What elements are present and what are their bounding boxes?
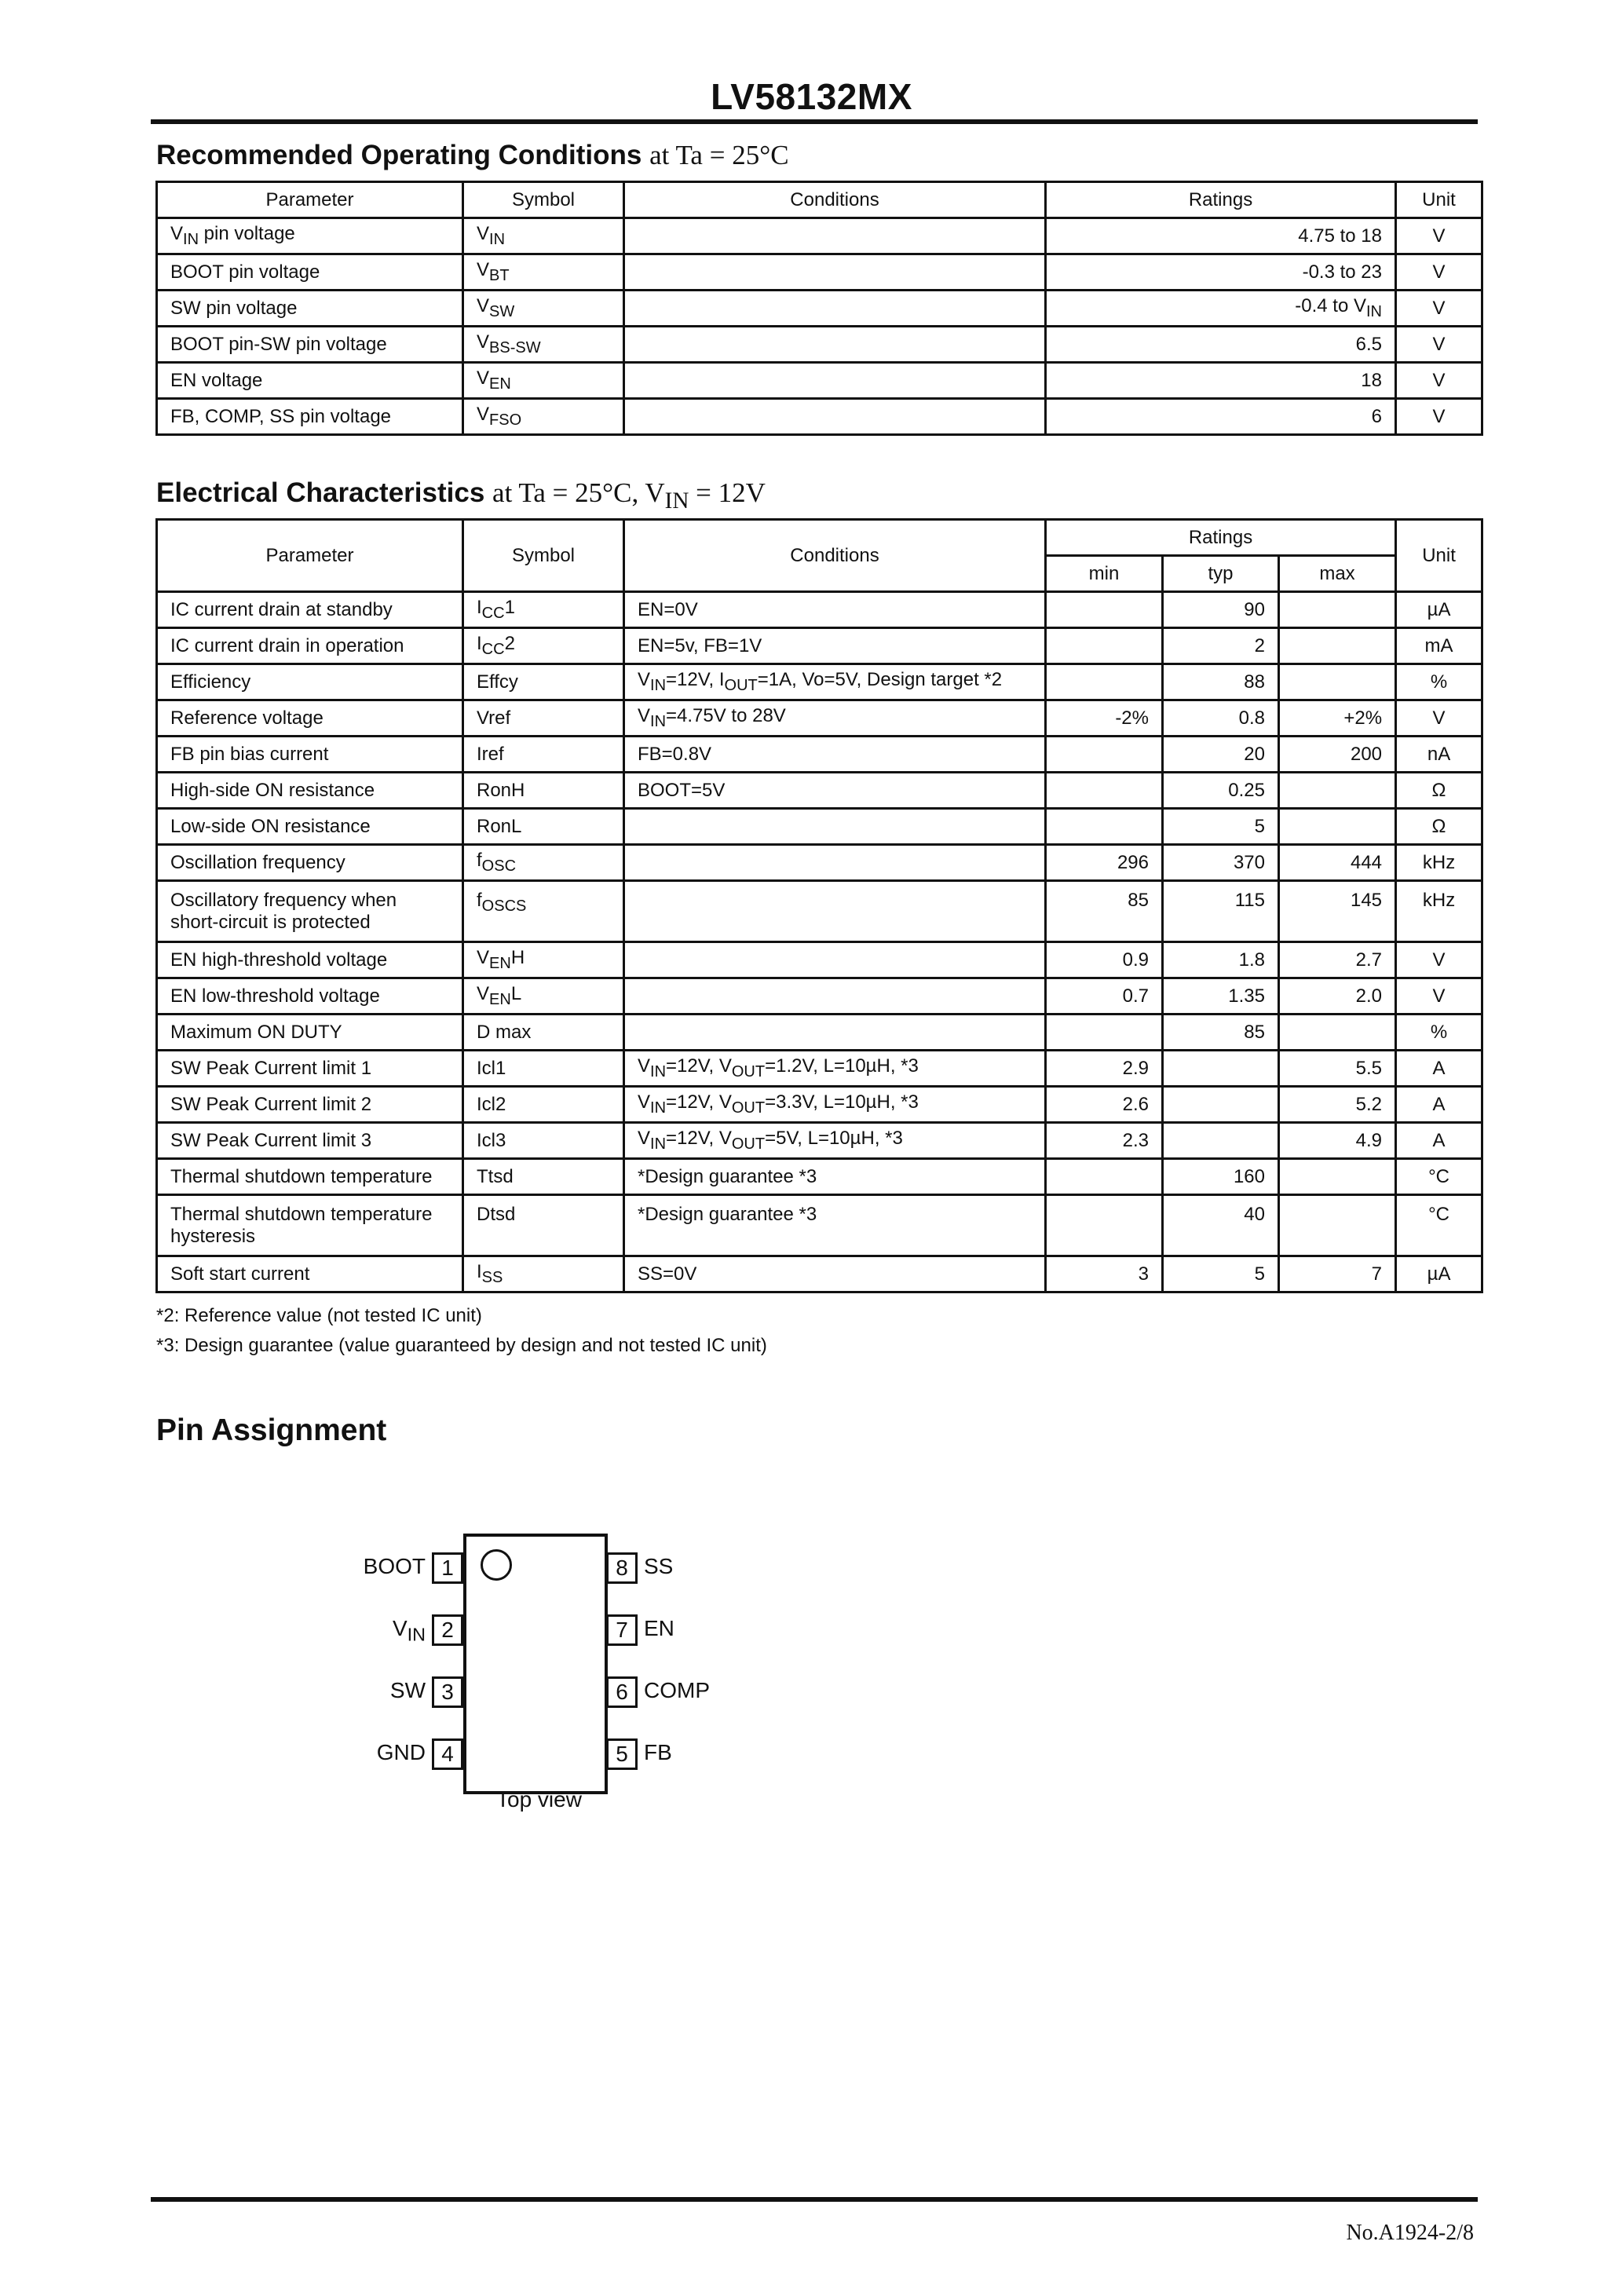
elec-char-condition: at Ta = 25°C, $V_{IN} = 12V$ xyxy=(492,477,766,514)
cell-parameter: SW Peak Current limit 1 xyxy=(157,1051,463,1087)
cell-min xyxy=(1046,737,1163,773)
cell-symbol: $f_{OSCS}$ xyxy=(463,881,624,942)
footnote-2: *2: Reference value (not tested IC unit) xyxy=(156,1305,482,1326)
cell-min xyxy=(1046,592,1163,628)
cell-parameter: IC current drain at standby xyxy=(157,592,463,628)
cell-min: 3 xyxy=(1046,1256,1163,1292)
cell-unit: V xyxy=(1396,399,1482,435)
cell-max xyxy=(1279,1159,1396,1195)
pin-name-8: SS xyxy=(644,1554,674,1578)
elec-char-heading xyxy=(156,477,766,514)
pin-number-8: 8 xyxy=(606,1552,638,1584)
cell-typ: 85 xyxy=(1163,1015,1279,1051)
cell-conditions: SS=0V xyxy=(624,1256,1046,1292)
cell-max: 5.5 xyxy=(1279,1051,1396,1087)
cell-conditions xyxy=(624,978,1046,1015)
cell-max: +2% xyxy=(1279,700,1396,737)
cell-typ: 5 xyxy=(1163,1256,1279,1292)
cell-ratings: -0.3 to 23 xyxy=(1046,254,1396,291)
cell-conditions xyxy=(624,845,1046,881)
cell-symbol: Vref xyxy=(463,700,624,737)
cell-parameter: $V_{IN}$ pin voltage xyxy=(157,218,463,254)
col-header-ratings: Ratings xyxy=(1046,182,1396,218)
cell-parameter: SW pin voltage xyxy=(157,291,463,327)
cell-parameter: EN low-threshold voltage xyxy=(157,978,463,1015)
col-header-unit: Unit xyxy=(1396,182,1482,218)
cell-symbol: Effcy xyxy=(463,664,624,700)
cell-conditions xyxy=(624,218,1046,254)
cell-min xyxy=(1046,1195,1163,1256)
col-header-symbol: Symbol xyxy=(463,520,624,592)
cell-min xyxy=(1046,1015,1163,1051)
table-row xyxy=(157,1015,1482,1051)
cell-min xyxy=(1046,809,1163,845)
pin1-marker xyxy=(481,1549,512,1581)
table-row xyxy=(157,592,1482,628)
rec-operating-heading xyxy=(156,140,789,171)
pin-number-2: 2 xyxy=(432,1614,463,1646)
table-row xyxy=(157,737,1482,773)
elec-char-title: Electrical Characteristics xyxy=(156,477,485,508)
table-row xyxy=(157,1195,1482,1256)
cell-min xyxy=(1046,628,1163,664)
pin-number-1: 1 xyxy=(432,1552,463,1584)
table-row xyxy=(157,978,1482,1015)
cell-conditions: *Design guarantee *3 xyxy=(624,1159,1046,1195)
table-row xyxy=(157,327,1482,363)
cell-parameter: Thermal shutdown temperature xyxy=(157,1159,463,1195)
cell-min xyxy=(1046,773,1163,809)
pin-name-2: $V_{IN}$ xyxy=(392,1616,426,1645)
rec-operating-title: Recommended Operating Conditions xyxy=(156,140,642,170)
cell-max xyxy=(1279,664,1396,700)
cell-parameter: BOOT pin-SW pin voltage xyxy=(157,327,463,363)
cell-unit: °C xyxy=(1396,1195,1482,1256)
cell-unit: µA xyxy=(1396,1256,1482,1292)
cell-symbol: $V_{EN}H$ xyxy=(463,942,624,978)
table-row xyxy=(157,628,1482,664)
cell-unit: mA xyxy=(1396,628,1482,664)
col-header-unit: Unit xyxy=(1396,520,1482,592)
cell-parameter: Maximum ON DUTY xyxy=(157,1015,463,1051)
cell-typ: 1.8 xyxy=(1163,942,1279,978)
table-row xyxy=(157,291,1482,327)
header-rule xyxy=(151,119,1478,124)
cell-conditions: $V_{IN}=4.75V$ to 28V xyxy=(624,700,1046,737)
cell-symbol: $V_{SW}$ xyxy=(463,291,624,327)
cell-unit: µA xyxy=(1396,592,1482,628)
footnote-3: *3: Design guarantee (value guaranteed by design and not tested IC unit) xyxy=(156,1335,767,1356)
cell-typ: 0.25 xyxy=(1163,773,1279,809)
cell-ratings: 6.5 xyxy=(1046,327,1396,363)
table-row xyxy=(157,1123,1482,1159)
cell-conditions xyxy=(624,399,1046,435)
cell-parameter: EN voltage xyxy=(157,363,463,399)
cell-typ: 370 xyxy=(1163,845,1279,881)
cell-max xyxy=(1279,809,1396,845)
cell-symbol: $V_{BS-SW}$ xyxy=(463,327,624,363)
rec-operating-table xyxy=(155,181,1483,436)
cell-conditions xyxy=(624,809,1046,845)
cell-max xyxy=(1279,628,1396,664)
cell-conditions xyxy=(624,942,1046,978)
cell-ratings: 4.75 to 18 xyxy=(1046,218,1396,254)
cell-max: 4.9 xyxy=(1279,1123,1396,1159)
cell-symbol: D max xyxy=(463,1015,624,1051)
cell-min: 296 xyxy=(1046,845,1163,881)
cell-parameter: FB pin bias current xyxy=(157,737,463,773)
cell-unit: V xyxy=(1396,942,1482,978)
cell-max: 2.7 xyxy=(1279,942,1396,978)
table-row xyxy=(157,773,1482,809)
table-row xyxy=(157,399,1482,435)
table-row xyxy=(157,881,1482,942)
col-header-ratings: Ratings xyxy=(1046,520,1396,556)
cell-max xyxy=(1279,1015,1396,1051)
cell-parameter: FB, COMP, SS pin voltage xyxy=(157,399,463,435)
cell-typ: 20 xyxy=(1163,737,1279,773)
cell-max: 5.2 xyxy=(1279,1087,1396,1123)
cell-unit: Ω xyxy=(1396,809,1482,845)
table-row xyxy=(157,363,1482,399)
cell-parameter: Soft start current xyxy=(157,1256,463,1292)
cell-conditions: EN=5v, FB=1V xyxy=(624,628,1046,664)
footer-rule xyxy=(151,2197,1478,2202)
cell-parameter: Reference voltage xyxy=(157,700,463,737)
table-row xyxy=(157,700,1482,737)
cell-parameter: Oscillation frequency xyxy=(157,845,463,881)
table-row xyxy=(157,218,1482,254)
cell-max: 200 xyxy=(1279,737,1396,773)
col-header-parameter: Parameter xyxy=(157,182,463,218)
cell-symbol: RonH xyxy=(463,773,624,809)
cell-symbol: RonL xyxy=(463,809,624,845)
cell-conditions: $V_{IN}=12V$, $V_{OUT}=5V$, L=10µH, *3 xyxy=(624,1123,1046,1159)
cell-ratings: -0.4 to $V_{IN}$ xyxy=(1046,291,1396,327)
cell-typ xyxy=(1163,1051,1279,1087)
cell-unit: Ω xyxy=(1396,773,1482,809)
elec-char-table xyxy=(155,518,1483,1293)
cell-parameter: BOOT pin voltage xyxy=(157,254,463,291)
cell-max xyxy=(1279,592,1396,628)
cell-min: 0.9 xyxy=(1046,942,1163,978)
cell-typ: 1.35 xyxy=(1163,978,1279,1015)
col-header-max: max xyxy=(1279,556,1396,592)
table-row xyxy=(157,845,1482,881)
table-row xyxy=(157,809,1482,845)
cell-conditions xyxy=(624,881,1046,942)
cell-max: 2.0 xyxy=(1279,978,1396,1015)
cell-unit: V xyxy=(1396,291,1482,327)
cell-typ: 88 xyxy=(1163,664,1279,700)
pin-number-4: 4 xyxy=(432,1738,463,1770)
cell-parameter: Oscillatory frequency when short-circuit is protected xyxy=(157,881,463,942)
cell-parameter: EN high-threshold voltage xyxy=(157,942,463,978)
cell-typ: 40 xyxy=(1163,1195,1279,1256)
cell-symbol: Ttsd xyxy=(463,1159,624,1195)
cell-symbol: Icl3 xyxy=(463,1123,624,1159)
cell-typ: 0.8 xyxy=(1163,700,1279,737)
pin-number-6: 6 xyxy=(606,1676,638,1708)
col-header-symbol: Symbol xyxy=(463,182,624,218)
pin-name-3: SW xyxy=(389,1678,426,1702)
cell-conditions: *Design guarantee *3 xyxy=(624,1195,1046,1256)
cell-parameter: IC current drain in operation xyxy=(157,628,463,664)
cell-symbol: Icl1 xyxy=(463,1051,624,1087)
pin-name-4: GND xyxy=(376,1740,426,1764)
doc-number: No.A1924-2/8 xyxy=(1346,2221,1474,2245)
col-header-min: min xyxy=(1046,556,1163,592)
cell-typ: 5 xyxy=(1163,809,1279,845)
cell-unit: V xyxy=(1396,254,1482,291)
table-header-row xyxy=(157,520,1482,556)
cell-ratings: 18 xyxy=(1046,363,1396,399)
cell-parameter: SW Peak Current limit 2 xyxy=(157,1087,463,1123)
cell-max: 7 xyxy=(1279,1256,1396,1292)
cell-min xyxy=(1046,1159,1163,1195)
pin-name-6: COMP xyxy=(644,1678,710,1702)
cell-unit: V xyxy=(1396,363,1482,399)
pin-name-7: EN xyxy=(644,1616,674,1640)
cell-conditions xyxy=(624,254,1046,291)
cell-symbol: $V_{FSO}$ xyxy=(463,399,624,435)
cell-max xyxy=(1279,1195,1396,1256)
cell-conditions: $V_{IN}=12V$, $V_{OUT}=3.3V$, L=10µH, *3 xyxy=(624,1087,1046,1123)
cell-conditions: FB=0.8V xyxy=(624,737,1046,773)
cell-unit: nA xyxy=(1396,737,1482,773)
table-header-row xyxy=(157,182,1482,218)
cell-conditions xyxy=(624,363,1046,399)
pin-diagram-caption: Top view xyxy=(496,1787,582,1812)
pin-number-5: 5 xyxy=(606,1738,638,1770)
cell-symbol: $I_{CC}2$ xyxy=(463,628,624,664)
cell-conditions xyxy=(624,291,1046,327)
cell-unit: V xyxy=(1396,700,1482,737)
cell-parameter: Efficiency xyxy=(157,664,463,700)
col-header-conditions: Conditions xyxy=(624,182,1046,218)
cell-max xyxy=(1279,773,1396,809)
cell-symbol: $V_{IN}$ xyxy=(463,218,624,254)
cell-typ xyxy=(1163,1087,1279,1123)
pin-name-5: FB xyxy=(644,1740,672,1764)
cell-symbol: $I_{CC}1$ xyxy=(463,592,624,628)
cell-unit: V xyxy=(1396,218,1482,254)
part-number-title: LV58132MX xyxy=(711,76,912,117)
cell-parameter: Low-side ON resistance xyxy=(157,809,463,845)
cell-unit: kHz xyxy=(1396,845,1482,881)
table-row xyxy=(157,1087,1482,1123)
cell-min: 2.3 xyxy=(1046,1123,1163,1159)
cell-symbol: Dtsd xyxy=(463,1195,624,1256)
cell-unit: A xyxy=(1396,1051,1482,1087)
table-row xyxy=(157,254,1482,291)
cell-ratings: 6 xyxy=(1046,399,1396,435)
cell-unit: V xyxy=(1396,978,1482,1015)
cell-conditions: $V_{IN}=12V$, $V_{OUT}=1.2V$, L=10µH, *3 xyxy=(624,1051,1046,1087)
pin-number-3: 3 xyxy=(432,1676,463,1708)
cell-conditions: BOOT=5V xyxy=(624,773,1046,809)
cell-unit: % xyxy=(1396,1015,1482,1051)
col-header-parameter: Parameter xyxy=(157,520,463,592)
cell-symbol: $f_{OSC}$ xyxy=(463,845,624,881)
cell-conditions: EN=0V xyxy=(624,592,1046,628)
cell-parameter: High-side ON resistance xyxy=(157,773,463,809)
cell-min: 2.6 xyxy=(1046,1087,1163,1123)
cell-typ: 115 xyxy=(1163,881,1279,942)
cell-min: 0.7 xyxy=(1046,978,1163,1015)
cell-symbol: Iref xyxy=(463,737,624,773)
table-row xyxy=(157,1256,1482,1292)
cell-symbol: Icl2 xyxy=(463,1087,624,1123)
cell-conditions: $V_{IN}=12V$, $I_{OUT}=1A$, Vo=5V, Design target *2 xyxy=(624,664,1046,700)
rec-operating-condition: at Ta = 25°C xyxy=(649,140,789,170)
cell-unit: kHz xyxy=(1396,881,1482,942)
cell-conditions xyxy=(624,1015,1046,1051)
cell-symbol: $V_{EN}$ xyxy=(463,363,624,399)
pin-assignment-title: Pin Assignment xyxy=(156,1413,387,1447)
cell-parameter: SW Peak Current limit 3 xyxy=(157,1123,463,1159)
cell-unit: A xyxy=(1396,1087,1482,1123)
pin-name-1: BOOT xyxy=(363,1554,426,1578)
cell-min: 85 xyxy=(1046,881,1163,942)
col-header-conditions: Conditions xyxy=(624,520,1046,592)
cell-typ xyxy=(1163,1123,1279,1159)
cell-min: -2% xyxy=(1046,700,1163,737)
col-header-typ: typ xyxy=(1163,556,1279,592)
cell-conditions xyxy=(624,327,1046,363)
table-row xyxy=(157,1051,1482,1087)
cell-max: 444 xyxy=(1279,845,1396,881)
cell-parameter: Thermal shutdown temperature hysteresis xyxy=(157,1195,463,1256)
cell-unit: % xyxy=(1396,664,1482,700)
cell-max: 145 xyxy=(1279,881,1396,942)
cell-typ: 90 xyxy=(1163,592,1279,628)
cell-min: 2.9 xyxy=(1046,1051,1163,1087)
cell-symbol: $I_{SS}$ xyxy=(463,1256,624,1292)
table-row xyxy=(157,1159,1482,1195)
cell-unit: V xyxy=(1396,327,1482,363)
table-row xyxy=(157,942,1482,978)
table-row xyxy=(157,664,1482,700)
cell-unit: A xyxy=(1396,1123,1482,1159)
cell-symbol: $V_{EN}L$ xyxy=(463,978,624,1015)
cell-min xyxy=(1046,664,1163,700)
cell-typ: 160 xyxy=(1163,1159,1279,1195)
cell-unit: °C xyxy=(1396,1159,1482,1195)
cell-symbol: $V_{BT}$ xyxy=(463,254,624,291)
cell-typ: 2 xyxy=(1163,628,1279,664)
pin-number-7: 7 xyxy=(606,1614,638,1646)
